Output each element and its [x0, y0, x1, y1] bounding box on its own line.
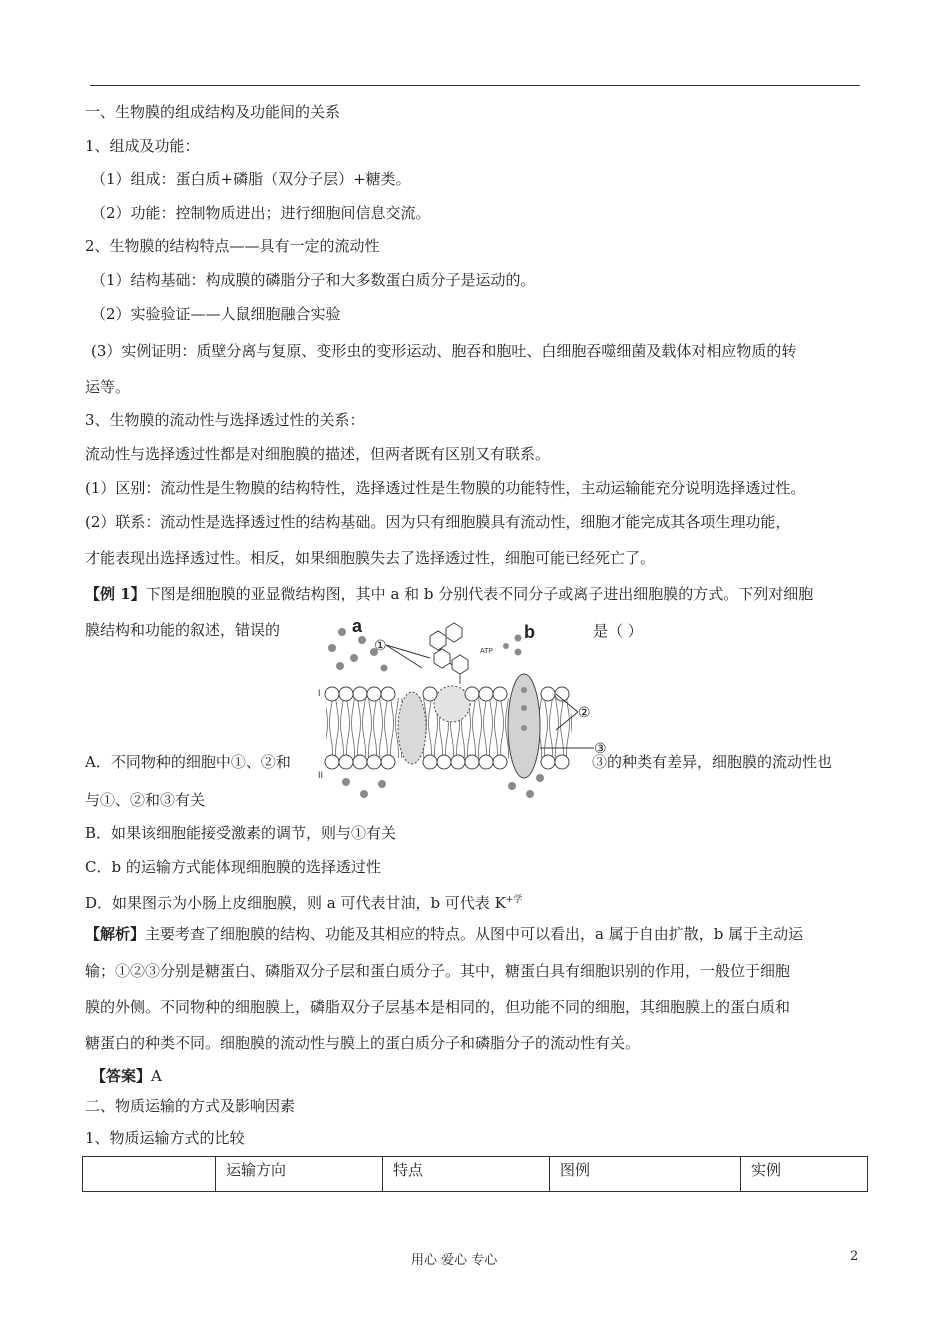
- sub2-item2: （2）实验验证——人鼠细胞融合实验: [91, 305, 341, 323]
- analysis-line2: 输；①②③分别是糖蛋白、磷脂双分子层和蛋白质分子。其中，糖蛋白具有细胞识别的作用，一般位于细胞: [85, 962, 791, 980]
- table-header-cell: 特点: [383, 1157, 550, 1192]
- label-side1: I: [318, 688, 321, 698]
- header-rule: [90, 85, 860, 86]
- section1-title: 一、生物膜的组成结构及功能间的关系: [85, 103, 341, 121]
- sub3-item2-line1: (2）联系：流动性是选择透过性的结构基础。因为只有细胞膜具有流动性，细胞才能完成其各项生理功能，: [85, 513, 791, 531]
- sub1-item2: （2）功能：控制物质进出；进行细胞间信息交流。: [91, 204, 431, 222]
- sub3-item1: (1）区别：流动性是生物膜的结构特性，选择透过性是生物膜的功能特性，主动运输能充分说明选择透过性。: [85, 479, 806, 497]
- sub2-item1: （1）结构基础：构成膜的磷脂分子和大多数蛋白质分子是运动的。: [91, 271, 536, 289]
- sub1-title: 1、组成及功能：: [85, 137, 200, 155]
- section2-sub1-title: 1、物质运输方式的比较: [85, 1129, 245, 1147]
- page-number: 2: [850, 1249, 859, 1264]
- label-n2: ②: [578, 704, 591, 720]
- table-header-cell: 运输方向: [216, 1157, 383, 1192]
- option-a-line1-end: ③的种类有差异，细胞膜的流动性也: [592, 753, 833, 771]
- section2-title: 二、物质运输的方式及影响因素: [85, 1097, 296, 1115]
- sub2-title: 2、生物膜的结构特点——具有一定的流动性: [85, 237, 380, 255]
- cell-membrane-figure: [312, 616, 607, 803]
- sub3-item2-line2: 才能表现出选择透过性。相反，如果细胞膜失去了选择透过性，细胞可能已经死亡了。: [85, 549, 656, 567]
- transport-comparison-table: [82, 1156, 868, 1192]
- label-atp: ATP: [480, 648, 494, 655]
- analysis-line1: 【解析】主要考查了细胞膜的结构、功能及其相应的特点。从图中可以看出，a 属于自由扩散，b 属于主动运: [85, 925, 804, 943]
- answer-value: A: [151, 1067, 162, 1085]
- analysis-label: 【解析】: [85, 925, 146, 943]
- sub3-intro: 流动性与选择透过性都是对细胞膜的描述，但两者既有区别又有联系。: [85, 445, 551, 463]
- label-b: b: [524, 622, 535, 642]
- sub2-item3-line1: (3）实例证明：质壁分离与复原、变形虫的变形运动、胞吞和胞吐、白细胞吞噬细菌及载体对相应物质的转: [91, 342, 797, 360]
- table-header-cell: 图例: [550, 1157, 741, 1192]
- analysis-line4: 糖蛋白的种类不同。细胞膜的流动性与膜上的蛋白质分子和磷脂分子的流动性有关。: [85, 1034, 641, 1052]
- label-n1: ①: [374, 637, 387, 653]
- example-stem-end: 是（ ）: [593, 622, 643, 640]
- label-side2: II: [318, 770, 324, 780]
- answer-label: 【答案】: [91, 1067, 152, 1085]
- example-label: 【例 1】: [85, 585, 146, 603]
- answer: [91, 1066, 162, 1086]
- option-c: C．b 的运输方式能体现细胞膜的选择透过性: [85, 858, 381, 876]
- table-header-cell: [83, 1157, 216, 1192]
- label-n3: ③: [594, 740, 607, 756]
- option-a-line2: 与①、②和③有关: [85, 791, 206, 809]
- option-d: D．如果图示为小肠上皮细胞膜，则 a 可代表甘油，b 可代表 $K^{+学}$: [85, 894, 523, 912]
- example-stem-line2: 膜结构和功能的叙述，错误的: [85, 621, 281, 639]
- table-header-cell: 实例: [741, 1157, 868, 1192]
- example-stem-line1: 【例 1】下图是细胞膜的亚显微结构图，其中 a 和 b 分别代表不同分子或离子进出细胞膜的方式。下列对细胞: [85, 585, 814, 603]
- option-b: B．如果该细胞能接受激素的调节，则与①有关: [85, 824, 397, 842]
- analysis-line3: 膜的外侧。不同物种的细胞膜上，磷脂双分子层基本是相同的，但功能不同的细胞，其细胞膜上的蛋白质和: [85, 998, 791, 1016]
- sub3-title: 3、生物膜的流动性与选择透过性的关系：: [85, 411, 365, 429]
- option-a-line1: A．不同物种的细胞中①、②和: [85, 753, 291, 771]
- sub1-item1: （1）组成：蛋白质+磷脂（双分子层）+糖类。: [91, 170, 411, 188]
- footer-motto: 用心 爱心 专心: [411, 1253, 498, 1268]
- label-a: a: [352, 616, 363, 636]
- table-header-row: [83, 1157, 868, 1192]
- sub2-item3-line2: 运等。: [85, 378, 131, 396]
